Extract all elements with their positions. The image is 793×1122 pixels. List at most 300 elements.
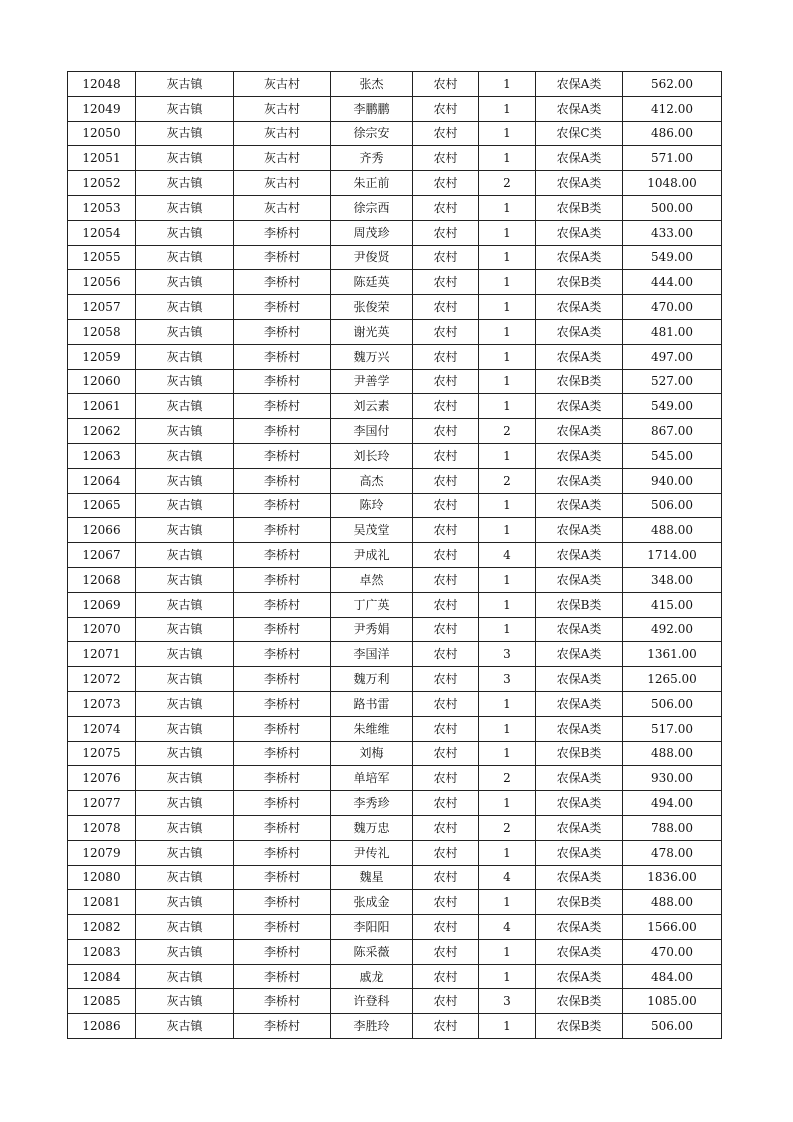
household-type-cell: 农村: [413, 567, 479, 592]
household-type-cell: 农村: [413, 419, 479, 444]
name-cell: 张成金: [331, 890, 413, 915]
name-cell: 徐宗安: [331, 121, 413, 146]
people-count-cell: 1: [479, 741, 536, 766]
id-cell: 12086: [68, 1014, 136, 1039]
id-cell: 12066: [68, 518, 136, 543]
id-cell: 12084: [68, 964, 136, 989]
amount-cell: 433.00: [623, 220, 722, 245]
category-cell: 农保A类: [536, 617, 623, 642]
town-cell: 灰古镇: [136, 1014, 234, 1039]
id-cell: 12064: [68, 468, 136, 493]
table-row: [68, 195, 722, 220]
category-cell: 农保A类: [536, 220, 623, 245]
town-cell: 灰古镇: [136, 840, 234, 865]
household-type-cell: 农村: [413, 592, 479, 617]
category-cell: 农保A类: [536, 319, 623, 344]
amount-cell: 562.00: [623, 72, 722, 97]
village-cell: 李桥村: [234, 766, 331, 791]
category-cell: 农保A类: [536, 96, 623, 121]
people-count-cell: 1: [479, 369, 536, 394]
table-row: [68, 146, 722, 171]
name-cell: 尹秀娟: [331, 617, 413, 642]
people-count-cell: 1: [479, 245, 536, 270]
village-cell: 灰古村: [234, 146, 331, 171]
id-cell: 12067: [68, 543, 136, 568]
household-type-cell: 农村: [413, 96, 479, 121]
amount-cell: 571.00: [623, 146, 722, 171]
amount-cell: 415.00: [623, 592, 722, 617]
category-cell: 农保B类: [536, 195, 623, 220]
people-count-cell: 1: [479, 493, 536, 518]
name-cell: 刘云素: [331, 394, 413, 419]
amount-cell: 867.00: [623, 419, 722, 444]
village-cell: 李桥村: [234, 518, 331, 543]
table-row: [68, 766, 722, 791]
table-row: [68, 394, 722, 419]
household-type-cell: 农村: [413, 72, 479, 97]
town-cell: 灰古镇: [136, 121, 234, 146]
name-cell: 魏万忠: [331, 815, 413, 840]
name-cell: 尹善学: [331, 369, 413, 394]
amount-cell: 470.00: [623, 939, 722, 964]
amount-cell: 1836.00: [623, 865, 722, 890]
id-cell: 12079: [68, 840, 136, 865]
amount-cell: 506.00: [623, 1014, 722, 1039]
household-type-cell: 农村: [413, 394, 479, 419]
town-cell: 灰古镇: [136, 220, 234, 245]
table-row: [68, 220, 722, 245]
name-cell: 李国洋: [331, 642, 413, 667]
household-type-cell: 农村: [413, 319, 479, 344]
name-cell: 刘长玲: [331, 443, 413, 468]
people-count-cell: 1: [479, 121, 536, 146]
town-cell: 灰古镇: [136, 741, 234, 766]
table-row: [68, 344, 722, 369]
name-cell: 朱维维: [331, 716, 413, 741]
id-cell: 12058: [68, 319, 136, 344]
household-type-cell: 农村: [413, 245, 479, 270]
people-count-cell: 1: [479, 939, 536, 964]
household-type-cell: 农村: [413, 964, 479, 989]
category-cell: 农保B类: [536, 890, 623, 915]
household-type-cell: 农村: [413, 617, 479, 642]
category-cell: 农保A类: [536, 72, 623, 97]
category-cell: 农保B类: [536, 1014, 623, 1039]
village-cell: 李桥村: [234, 890, 331, 915]
village-cell: 灰古村: [234, 171, 331, 196]
people-count-cell: 4: [479, 915, 536, 940]
people-count-cell: 3: [479, 642, 536, 667]
household-type-cell: 农村: [413, 915, 479, 940]
category-cell: 农保A类: [536, 840, 623, 865]
name-cell: 陈采薇: [331, 939, 413, 964]
village-cell: 李桥村: [234, 741, 331, 766]
table-row: [68, 989, 722, 1014]
table-row: [68, 518, 722, 543]
name-cell: 陈廷英: [331, 270, 413, 295]
household-type-cell: 农村: [413, 741, 479, 766]
id-cell: 12053: [68, 195, 136, 220]
household-type-cell: 农村: [413, 295, 479, 320]
village-cell: 李桥村: [234, 915, 331, 940]
category-cell: 农保B类: [536, 741, 623, 766]
household-type-cell: 农村: [413, 1014, 479, 1039]
village-cell: 李桥村: [234, 840, 331, 865]
village-cell: 李桥村: [234, 369, 331, 394]
people-count-cell: 1: [479, 716, 536, 741]
id-cell: 12048: [68, 72, 136, 97]
people-count-cell: 1: [479, 443, 536, 468]
table-row: [68, 840, 722, 865]
table-row: [68, 691, 722, 716]
category-cell: 农保A类: [536, 419, 623, 444]
table-row: [68, 245, 722, 270]
people-count-cell: 1: [479, 319, 536, 344]
category-cell: 农保C类: [536, 121, 623, 146]
people-count-cell: 2: [479, 171, 536, 196]
people-count-cell: 4: [479, 543, 536, 568]
household-type-cell: 农村: [413, 518, 479, 543]
name-cell: 朱正前: [331, 171, 413, 196]
town-cell: 灰古镇: [136, 518, 234, 543]
id-cell: 12062: [68, 419, 136, 444]
town-cell: 灰古镇: [136, 617, 234, 642]
table-row: [68, 890, 722, 915]
id-cell: 12059: [68, 344, 136, 369]
village-cell: 李桥村: [234, 468, 331, 493]
people-count-cell: 1: [479, 146, 536, 171]
people-count-cell: 1: [479, 518, 536, 543]
name-cell: 吴茂堂: [331, 518, 413, 543]
town-cell: 灰古镇: [136, 989, 234, 1014]
id-cell: 12056: [68, 270, 136, 295]
name-cell: 尹成礼: [331, 543, 413, 568]
town-cell: 灰古镇: [136, 667, 234, 692]
household-type-cell: 农村: [413, 716, 479, 741]
village-cell: 李桥村: [234, 667, 331, 692]
people-count-cell: 1: [479, 394, 536, 419]
table-row: [68, 567, 722, 592]
people-count-cell: 1: [479, 270, 536, 295]
village-cell: 李桥村: [234, 691, 331, 716]
village-cell: 李桥村: [234, 865, 331, 890]
people-count-cell: 1: [479, 195, 536, 220]
category-cell: 农保A类: [536, 815, 623, 840]
people-count-cell: 1: [479, 840, 536, 865]
village-cell: 灰古村: [234, 96, 331, 121]
village-cell: 灰古村: [234, 121, 331, 146]
category-cell: 农保A类: [536, 295, 623, 320]
id-cell: 12065: [68, 493, 136, 518]
village-cell: 李桥村: [234, 394, 331, 419]
household-type-cell: 农村: [413, 642, 479, 667]
table-row: [68, 642, 722, 667]
amount-cell: 1714.00: [623, 543, 722, 568]
table-row: [68, 369, 722, 394]
people-count-cell: 1: [479, 220, 536, 245]
amount-cell: 488.00: [623, 741, 722, 766]
id-cell: 12050: [68, 121, 136, 146]
town-cell: 灰古镇: [136, 865, 234, 890]
town-cell: 灰古镇: [136, 791, 234, 816]
town-cell: 灰古镇: [136, 96, 234, 121]
village-cell: 李桥村: [234, 245, 331, 270]
table-row: [68, 121, 722, 146]
town-cell: 灰古镇: [136, 419, 234, 444]
amount-cell: 486.00: [623, 121, 722, 146]
people-count-cell: 2: [479, 815, 536, 840]
village-cell: 李桥村: [234, 989, 331, 1014]
household-type-cell: 农村: [413, 691, 479, 716]
town-cell: 灰古镇: [136, 567, 234, 592]
amount-cell: 930.00: [623, 766, 722, 791]
amount-cell: 1361.00: [623, 642, 722, 667]
village-cell: 李桥村: [234, 344, 331, 369]
category-cell: 农保A类: [536, 146, 623, 171]
amount-cell: 484.00: [623, 964, 722, 989]
household-type-cell: 农村: [413, 121, 479, 146]
table-row: [68, 617, 722, 642]
id-cell: 12057: [68, 295, 136, 320]
town-cell: 灰古镇: [136, 443, 234, 468]
id-cell: 12080: [68, 865, 136, 890]
amount-cell: 488.00: [623, 890, 722, 915]
amount-cell: 1085.00: [623, 989, 722, 1014]
people-count-cell: 4: [479, 865, 536, 890]
name-cell: 李阳阳: [331, 915, 413, 940]
town-cell: 灰古镇: [136, 394, 234, 419]
town-cell: 灰古镇: [136, 543, 234, 568]
amount-cell: 481.00: [623, 319, 722, 344]
category-cell: 农保A类: [536, 245, 623, 270]
id-cell: 12072: [68, 667, 136, 692]
amount-cell: 470.00: [623, 295, 722, 320]
town-cell: 灰古镇: [136, 468, 234, 493]
town-cell: 灰古镇: [136, 146, 234, 171]
category-cell: 农保A类: [536, 543, 623, 568]
table-row: [68, 716, 722, 741]
id-cell: 12073: [68, 691, 136, 716]
people-count-cell: 1: [479, 1014, 536, 1039]
id-cell: 12076: [68, 766, 136, 791]
category-cell: 农保B类: [536, 989, 623, 1014]
table-row: [68, 96, 722, 121]
name-cell: 戚龙: [331, 964, 413, 989]
name-cell: 魏万兴: [331, 344, 413, 369]
category-cell: 农保A类: [536, 567, 623, 592]
town-cell: 灰古镇: [136, 915, 234, 940]
people-count-cell: 1: [479, 592, 536, 617]
amount-cell: 444.00: [623, 270, 722, 295]
people-count-cell: 2: [479, 468, 536, 493]
amount-cell: 500.00: [623, 195, 722, 220]
amount-cell: 517.00: [623, 716, 722, 741]
people-count-cell: 1: [479, 96, 536, 121]
amount-cell: 412.00: [623, 96, 722, 121]
id-cell: 12071: [68, 642, 136, 667]
name-cell: 李胜玲: [331, 1014, 413, 1039]
amount-cell: 478.00: [623, 840, 722, 865]
town-cell: 灰古镇: [136, 319, 234, 344]
category-cell: 农保A类: [536, 766, 623, 791]
household-type-cell: 农村: [413, 344, 479, 369]
name-cell: 高杰: [331, 468, 413, 493]
household-type-cell: 农村: [413, 468, 479, 493]
category-cell: 农保A类: [536, 667, 623, 692]
name-cell: 李秀珍: [331, 791, 413, 816]
town-cell: 灰古镇: [136, 369, 234, 394]
household-type-cell: 农村: [413, 171, 479, 196]
amount-cell: 1048.00: [623, 171, 722, 196]
household-type-cell: 农村: [413, 543, 479, 568]
name-cell: 谢光英: [331, 319, 413, 344]
village-cell: 李桥村: [234, 567, 331, 592]
amount-cell: 549.00: [623, 245, 722, 270]
town-cell: 灰古镇: [136, 72, 234, 97]
id-cell: 12054: [68, 220, 136, 245]
table-row: [68, 915, 722, 940]
id-cell: 12074: [68, 716, 136, 741]
village-cell: 李桥村: [234, 791, 331, 816]
table-row: [68, 171, 722, 196]
name-cell: 刘梅: [331, 741, 413, 766]
village-cell: 李桥村: [234, 592, 331, 617]
name-cell: 丁广英: [331, 592, 413, 617]
people-count-cell: 1: [479, 567, 536, 592]
town-cell: 灰古镇: [136, 766, 234, 791]
name-cell: 魏万利: [331, 667, 413, 692]
name-cell: 路书雷: [331, 691, 413, 716]
document-page: [67, 71, 721, 1039]
amount-cell: 788.00: [623, 815, 722, 840]
id-cell: 12052: [68, 171, 136, 196]
id-cell: 12082: [68, 915, 136, 940]
amount-cell: 1265.00: [623, 667, 722, 692]
category-cell: 农保A类: [536, 642, 623, 667]
village-cell: 李桥村: [234, 543, 331, 568]
village-cell: 李桥村: [234, 493, 331, 518]
town-cell: 灰古镇: [136, 344, 234, 369]
town-cell: 灰古镇: [136, 295, 234, 320]
amount-cell: 1566.00: [623, 915, 722, 940]
town-cell: 灰古镇: [136, 493, 234, 518]
id-cell: 12075: [68, 741, 136, 766]
id-cell: 12051: [68, 146, 136, 171]
town-cell: 灰古镇: [136, 691, 234, 716]
village-cell: 李桥村: [234, 220, 331, 245]
household-type-cell: 农村: [413, 766, 479, 791]
amount-cell: 940.00: [623, 468, 722, 493]
village-cell: 灰古村: [234, 72, 331, 97]
category-cell: 农保A类: [536, 443, 623, 468]
town-cell: 灰古镇: [136, 592, 234, 617]
name-cell: 尹俊贤: [331, 245, 413, 270]
people-count-cell: 1: [479, 964, 536, 989]
category-cell: 农保A类: [536, 394, 623, 419]
category-cell: 农保A类: [536, 518, 623, 543]
name-cell: 张俊荣: [331, 295, 413, 320]
id-cell: 12081: [68, 890, 136, 915]
household-type-cell: 农村: [413, 369, 479, 394]
name-cell: 李鹏鹏: [331, 96, 413, 121]
people-count-cell: 2: [479, 419, 536, 444]
category-cell: 农保A类: [536, 171, 623, 196]
household-type-cell: 农村: [413, 989, 479, 1014]
category-cell: 农保A类: [536, 344, 623, 369]
town-cell: 灰古镇: [136, 171, 234, 196]
town-cell: 灰古镇: [136, 716, 234, 741]
people-count-cell: 3: [479, 667, 536, 692]
category-cell: 农保A类: [536, 791, 623, 816]
table-row: [68, 468, 722, 493]
id-cell: 12063: [68, 443, 136, 468]
people-count-cell: 1: [479, 890, 536, 915]
table-row: [68, 964, 722, 989]
table-body: [68, 72, 722, 1039]
household-type-cell: 农村: [413, 939, 479, 964]
amount-cell: 506.00: [623, 493, 722, 518]
town-cell: 灰古镇: [136, 245, 234, 270]
household-type-cell: 农村: [413, 791, 479, 816]
category-cell: 农保A类: [536, 865, 623, 890]
table-row: [68, 1014, 722, 1039]
household-type-cell: 农村: [413, 270, 479, 295]
village-cell: 灰古村: [234, 195, 331, 220]
table-row: [68, 270, 722, 295]
village-cell: 李桥村: [234, 1014, 331, 1039]
name-cell: 周茂珍: [331, 220, 413, 245]
name-cell: 魏星: [331, 865, 413, 890]
household-type-cell: 农村: [413, 840, 479, 865]
name-cell: 陈玲: [331, 493, 413, 518]
town-cell: 灰古镇: [136, 890, 234, 915]
name-cell: 许登科: [331, 989, 413, 1014]
id-cell: 12070: [68, 617, 136, 642]
amount-cell: 497.00: [623, 344, 722, 369]
people-count-cell: 1: [479, 344, 536, 369]
id-cell: 12069: [68, 592, 136, 617]
table-row: [68, 667, 722, 692]
category-cell: 农保B类: [536, 592, 623, 617]
name-cell: 徐宗西: [331, 195, 413, 220]
id-cell: 12055: [68, 245, 136, 270]
id-cell: 12061: [68, 394, 136, 419]
table-row: [68, 592, 722, 617]
table-row: [68, 72, 722, 97]
amount-cell: 527.00: [623, 369, 722, 394]
table-row: [68, 319, 722, 344]
people-count-cell: 1: [479, 72, 536, 97]
name-cell: 尹传礼: [331, 840, 413, 865]
amount-cell: 494.00: [623, 791, 722, 816]
name-cell: 齐秀: [331, 146, 413, 171]
category-cell: 农保A类: [536, 691, 623, 716]
village-cell: 李桥村: [234, 815, 331, 840]
household-type-cell: 农村: [413, 890, 479, 915]
household-type-cell: 农村: [413, 815, 479, 840]
village-cell: 李桥村: [234, 319, 331, 344]
category-cell: 农保A类: [536, 493, 623, 518]
table-row: [68, 295, 722, 320]
household-type-cell: 农村: [413, 195, 479, 220]
id-cell: 12085: [68, 989, 136, 1014]
people-count-cell: 1: [479, 617, 536, 642]
table-row: [68, 865, 722, 890]
village-cell: 李桥村: [234, 964, 331, 989]
town-cell: 灰古镇: [136, 270, 234, 295]
id-cell: 12083: [68, 939, 136, 964]
benefit-table: [67, 71, 722, 1039]
